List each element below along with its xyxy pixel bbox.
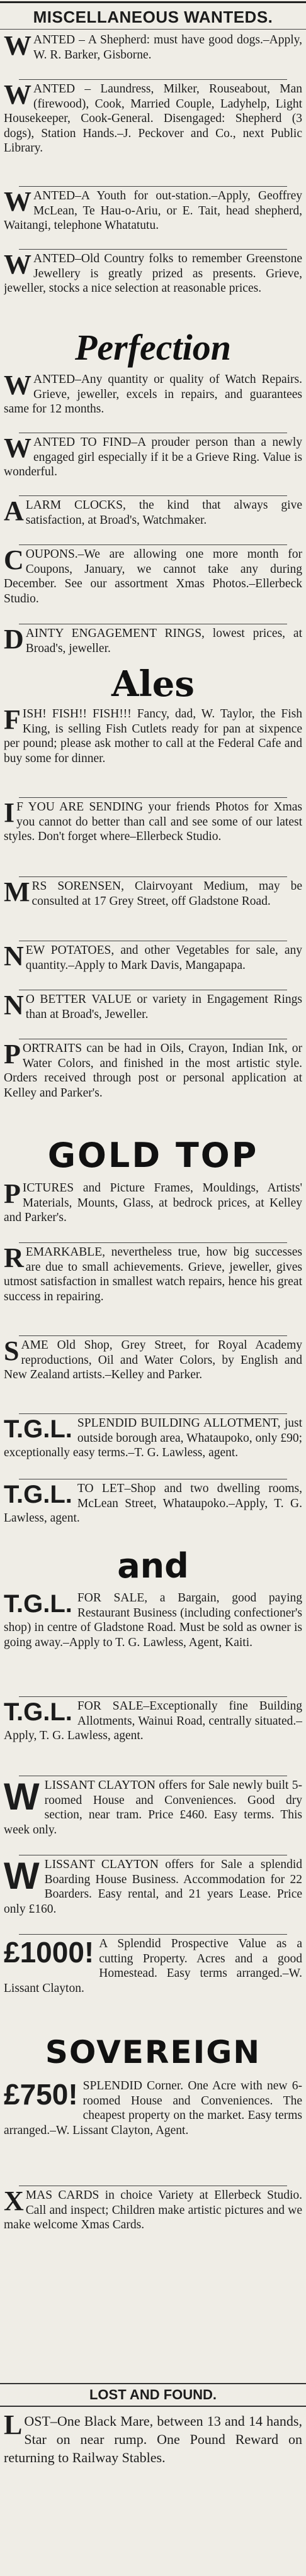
section-heading-lost-and-found: LOST AND FOUND. [0,2383,306,2407]
divider [19,1335,287,1336]
classified-ad [4,1778,302,1852]
classified-ad [4,2079,302,2182]
classified-ad: NEW POTATOES, and other Vegetables for sale, any quantity.–Apply to Mark Davis, Mangapapa. [4,943,302,972]
page-title: MISCELLANEOUS WANTEDS. [33,8,273,26]
divider [19,186,287,187]
classified-ad: WANTED TO FIND–A prouder person than a newly engaged girl especially if it be a Grieve Ring. Value is wonderful. [4,435,302,478]
classified-ad: REMARKABLE, nevertheless true, how big successes are due to small achievements. Grieve, jeweller, gives utmost satisfaction in smallest watch repairs, hence his great success in repairing. [4,1245,302,1303]
ad-text: SPLENDID Corner. One Acre with new 6-roomed House and Conveniences. The cheapest property on the market. Easy terms arranged.–W. Lissant Clayton, Agent. [4,2079,302,2137]
ad-initials: £1000! [4,1937,94,1969]
ad-initials: £750! [4,2079,78,2111]
classified-ad: WANTED – A Shepherd: must have good dogs.–Apply, W. R. Barker, Gisborne. [4,33,302,62]
top-rule [0,1,306,3]
classified-ad: WANTED–Any quantity or quality of Watch Repairs. Grieve, jeweller, excels in repairs, and guarantees same for 12 months. [4,372,302,416]
divider [19,495,287,496]
divider [19,1934,287,1935]
classified-ad: NO BETTER VALUE or variety in Engagement Rings than at Broad's, Jeweller. [4,992,302,1021]
divider [19,1696,287,1697]
divider [0,29,306,30]
ad-text: FOR SALE–Exceptionally fine Building Allotments, Wainui Road, centrally situated.–Apply, T. G. Lawless, agent. [4,1700,302,1742]
ad-text: LISSANT CLAYTON offers for Sale newly built 5-roomed House and Conveniences. Good dry section, near tram. Price £460. Easy terms. This week only. [4,1779,302,1837]
classified-ad [4,1857,302,1932]
banner-ales: Ales [111,663,195,705]
ad-initials: T.G.L. [4,1591,72,1618]
classified-ad [4,1699,302,1773]
ad-initials: W [4,1857,40,1897]
classified-ad [4,1416,302,1476]
classified-ad: XMAS CARDS in choice Variety at Ellerbeck Studio. Call and inspect; Children make artistic pictures and we make welcome Xmas Cards. [4,2188,302,2231]
classified-ad: FISH! FISH!! FISH!!! Fancy, dad, W. Taylor, the Fish King, is selling Fish Cutlets ready for pan at sixpence per pound; please ask mother to call at the Federal Cafe and buy some for dinner. [4,707,302,765]
divider [19,79,287,80]
banner-perfection: Perfection [74,327,232,368]
classified-ad: MRS SORENSEN, Clairvoyant Medium, may be consulted at 17 Grey Street, off Gladstone Road. [4,879,302,908]
classified-ad: COUPONS.–We are allowing one more month for Coupons, January, we cannot take any during December. See our assortment Xmas Photos.–Ellerbeck Studio. [4,547,302,605]
classified-ad [4,1481,302,1542]
classified-ad: ALARM CLOCKS, the kind that always give satisfaction, at Broad's, Watchmaker. [4,498,302,527]
classified-ad: SAME Old Shop, Grey Street, for Royal Academy reproductions, Oil and Water Colors, by English and New Zealand artists.–Kelley and Parker. [4,1338,302,1381]
classified-ad: WANTED – Laundress, Milker, Rouseabout, Man (firewood), Cook, Married Couple, Ladyhelp, Light Housekeeper, Cook-General. Disengaged: Shepherd (3 dogs), Station Hands.–J. Peckover and Co., next Public Library. [4,82,302,155]
banner-gold-top: GOLD TOP [47,1136,259,1175]
classified-ad [4,1591,302,1694]
divider [19,1242,287,1243]
ad-initials: W [4,1778,40,1818]
ad-text: LISSANT CLAYTON offers for Sale a splendid Boarding House Business. Accommodation for 22 Boarders. Easy rental, and 21 years Lease. Price only £160. [4,1858,302,1916]
divider [19,249,287,250]
ad-text: FOR SALE, a Bargain, good paying Restaurant Business (including confectioner's shop) in centre of Gladstone Road. Must be sold as owner is going away.–Apply to T. G. Lawless, Agent, Kaiti. [4,1591,302,1649]
ad-initials: T.G.L. [4,1699,72,1726]
divider [19,544,287,545]
ad-initials: T.G.L. [4,1481,72,1508]
banner-and: and [117,1546,189,1586]
classified-ad: LOST–One Black Mare, between 13 and 14 hands, Star on near rump. One Pound Reward on returning to Railway Stables. [4,2412,302,2465]
classified-ad [4,1937,302,2026]
classified-ad: WANTED–Old Country folks to remember Greenstone Jewellery is greatly prized as presents. Grieve, jeweller, stocks a nice selection at reasonable prices. [4,252,302,295]
ad-text: TO LET–Shop and two dwelling rooms, McLean Street, Whataupoko.–Apply, T. G. Lawless, agent. [4,1482,302,1525]
classified-ad: WANTED–A Youth for out-station.–Apply, Geoffrey McLean, Te Hau-o-Ariu, or E. Tait, head shepherd, Waitangi, telephone Whatatutu. [4,189,302,232]
ad-text: SPLENDID BUILDING ALLOTMENT, just outside borough area, Whataupoko, only £90; exceptionally easy terms.–T. G. Lawless, agent. [4,1417,302,1459]
banner-sovereign: SOVEREIGN [45,2034,261,2070]
ad-text: A Splendid Prospective Value as a cutting Property. Acres and a good Homestead. Easy terms arranged.–W. Lissant Clayton. [4,1937,302,1995]
classified-ad: DAINTY ENGAGEMENT RINGS, lowest prices, at Broad's, jeweller. [4,626,302,655]
classified-ad: PORTRAITS can be had in Oils, Crayon, Indian Ink, or Water Colors, and finished in the most artistic style. Orders received through post or personal application at Kelley and Parker's. [4,1041,302,1100]
divider [19,797,287,798]
divider [19,876,287,877]
divider [19,1413,287,1414]
ad-initials: T.G.L. [4,1416,72,1443]
classified-ad: PICTURES and Picture Frames, Mouldings, Artists' Materials, Mounts, Glass, at bedrock prices, at Kelley and Parker's. [4,1181,302,1224]
classified-ad: IF YOU ARE SENDING your friends Photos for Xmas you cannot do better than call and see some of our latest styles. Don't forget where–Ellerbeck Studio. [4,800,302,843]
